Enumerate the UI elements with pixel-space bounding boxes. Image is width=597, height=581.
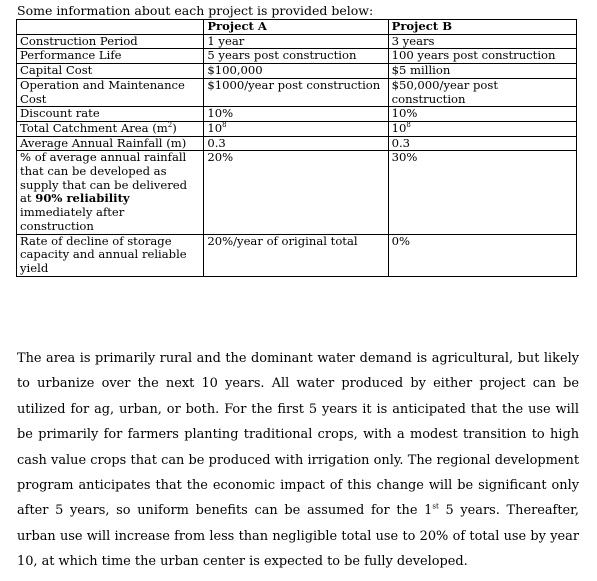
value-exponent: 8 [222, 121, 227, 130]
project-b-value: 30% [388, 151, 576, 234]
project-a-value: 1 year [204, 34, 388, 49]
project-b-value: 0% [388, 234, 576, 276]
project-b-value: $50,000/year post construction [388, 78, 576, 106]
paragraph-text-end: 5 years. Thereafter, urban use will increase from less than negligible total use to 20% of total use by year 10, at which time the urban center is expected to be fully developed. [17, 503, 579, 570]
table-row [17, 121, 577, 136]
project-a-value: 10% [204, 107, 388, 122]
value-base: 10 [391, 120, 407, 135]
project-a-value [204, 121, 388, 136]
project-a-value: 0.3 [204, 136, 388, 151]
table-row [17, 34, 577, 49]
row-label [17, 121, 204, 136]
value-base: 10 [207, 120, 223, 135]
header-project-a: Project A [204, 20, 388, 35]
table-row [17, 78, 577, 106]
table-row [17, 234, 577, 276]
label-text: Total Catchment Area (m [20, 120, 168, 135]
header-cell-empty [17, 20, 204, 35]
row-label: Performance Life [17, 49, 204, 64]
label-text-end: immediately after construction [20, 205, 125, 233]
table-row [17, 49, 577, 64]
project-a-value: 20% [204, 151, 388, 234]
project-b-value: $5 million [388, 64, 576, 79]
row-label: Rate of decline of storage capacity and annual reliable yield [17, 234, 204, 276]
label-superscript: 2 [167, 121, 173, 130]
paragraph-text: The area is primarily rural and the dominant water demand is agricultural, but likely to urbanize over the next 10 years. All water produced by either project can be utilized for ag, urban, or both. For the first 5 years it is anticipated that the use will be primarily for farmers planting traditional crops, with a modest transition to high cash value crops that can be produced with irrigation only. The regional development program anticipates that the economic impact of this change will be significant only after 5 years, so uniform benefits can be assumed for the 1 [17, 351, 579, 519]
project-a-value: $1000/year post construction [204, 78, 388, 106]
value-exponent: 8 [406, 121, 411, 130]
project-a-value: 5 years post construction [204, 49, 388, 64]
table-header-row [17, 20, 577, 35]
table-row [17, 151, 577, 234]
table-row [17, 107, 577, 122]
project-b-value: 3 years [388, 34, 576, 49]
project-a-value: $100,000 [204, 64, 388, 79]
project-b-value: 10% [388, 107, 576, 122]
row-label: Discount rate [17, 107, 204, 122]
label-emphasis: 90% reliability [35, 191, 130, 206]
row-label: Capital Cost [17, 64, 204, 79]
table-row [17, 136, 577, 151]
description-paragraph [17, 346, 579, 575]
ordinal-superscript: st [432, 503, 439, 512]
table-row [17, 64, 577, 79]
intro-text: Some information about each project is provided below: [17, 3, 374, 18]
project-b-value: 100 years post construction [388, 49, 576, 64]
project-b-value: 0.3 [388, 136, 576, 151]
label-text: % of average annual rainfall that can be developed as supply that can be delivered at [20, 150, 188, 206]
row-label: Average Annual Rainfall (m) [17, 136, 204, 151]
project-comparison-table [16, 19, 577, 277]
header-project-b: Project B [388, 20, 576, 35]
project-a-value: 20%/year of original total [204, 234, 388, 276]
row-label: Construction Period [17, 34, 204, 49]
row-label: Operation and Maintenance Cost [17, 78, 204, 106]
row-label [17, 151, 204, 234]
label-text-end: ) [172, 120, 177, 135]
project-b-value [388, 121, 576, 136]
